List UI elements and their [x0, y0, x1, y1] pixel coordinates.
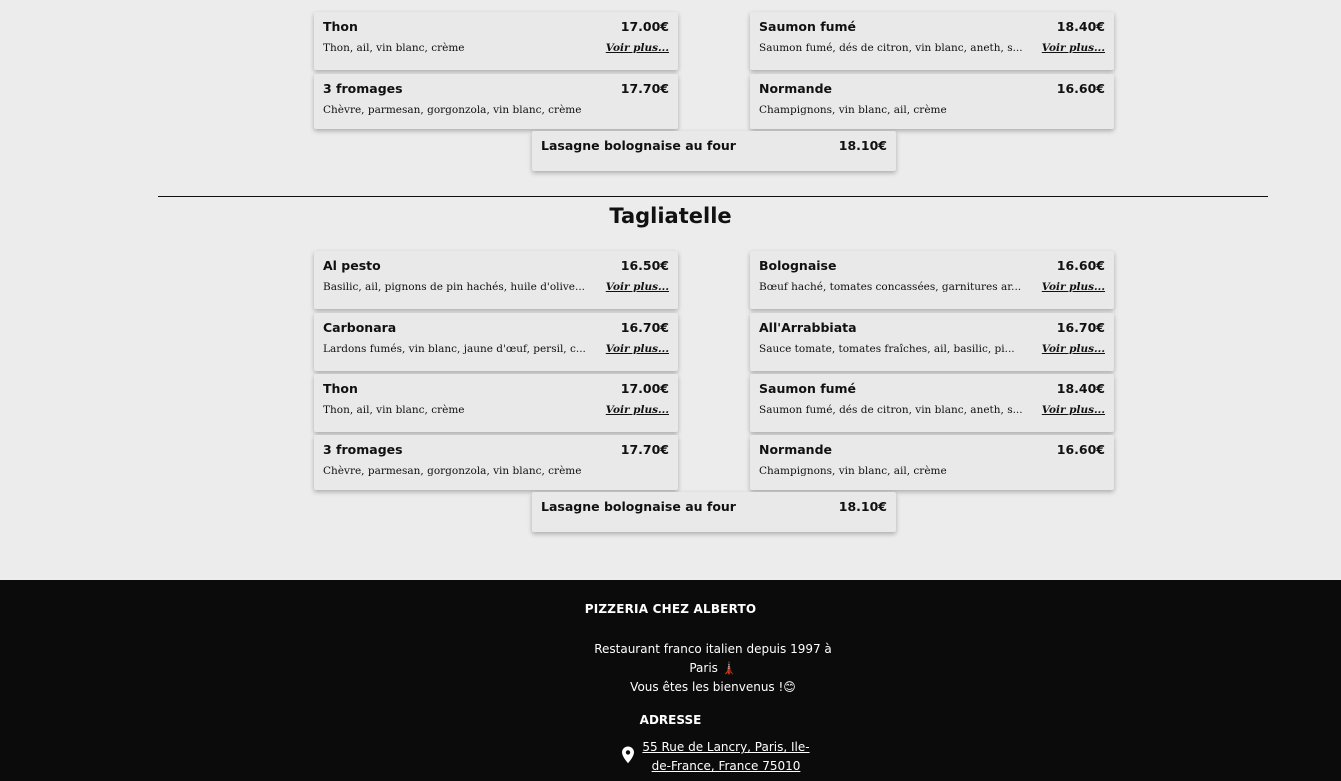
- section-divider: [158, 196, 1268, 197]
- see-more-link[interactable]: Voir plus...: [1041, 281, 1105, 293]
- see-more-link[interactable]: Voir plus...: [1041, 343, 1105, 355]
- menu-item-description: Sauce tomate, tomates fraîches, ail, basilic, pi...: [759, 343, 1015, 355]
- menu-item-card: [532, 492, 896, 532]
- footer-description-line: Paris 🗼: [689, 661, 737, 675]
- see-more-link[interactable]: Voir plus...: [605, 404, 669, 416]
- menu-item-card: [314, 74, 678, 129]
- menu-item-card: [750, 435, 1114, 490]
- menu-item-card: [750, 74, 1114, 129]
- menu-item-description: Lardons fumés, vin blanc, jaune d'œuf, persil, c...: [323, 343, 586, 355]
- menu-item-price: 18.10€: [838, 138, 887, 153]
- menu-item-price: 16.60€: [1056, 258, 1105, 273]
- menu-item-name: 3 fromages: [323, 81, 403, 96]
- menu-item-price: 17.00€: [620, 381, 669, 396]
- see-more-link[interactable]: Voir plus...: [1041, 404, 1105, 416]
- menu-item-name: 3 fromages: [323, 442, 403, 457]
- section-title: Tagliatelle: [609, 204, 732, 228]
- menu-item-name: Lasagne bolognaise au four: [541, 499, 736, 514]
- see-more-link[interactable]: Voir plus...: [605, 343, 669, 355]
- menu-item-price: 18.40€: [1056, 381, 1105, 396]
- menu-item-description: Chèvre, parmesan, gorgonzola, vin blanc, crème: [323, 465, 582, 477]
- menu-item-card: [750, 374, 1114, 432]
- menu-item-name: Thon: [323, 381, 358, 396]
- menu-item-description: Thon, ail, vin blanc, crème: [323, 404, 465, 416]
- menu-item-price: 17.70€: [620, 81, 669, 96]
- map-pin-icon: [621, 746, 635, 764]
- see-more-link[interactable]: Voir plus...: [1041, 42, 1105, 54]
- menu-item-card: [750, 251, 1114, 309]
- menu-item-price: 18.10€: [838, 499, 887, 514]
- menu-item-name: Saumon fumé: [759, 19, 857, 34]
- menu-item-price: 16.70€: [1056, 320, 1105, 335]
- menu-item-card: [750, 12, 1114, 70]
- see-more-link[interactable]: Voir plus...: [605, 42, 669, 54]
- menu-item-price: 17.70€: [620, 442, 669, 457]
- menu-item-card: [532, 131, 896, 171]
- address-link[interactable]: [640, 738, 812, 776]
- menu-item-description: Bœuf haché, tomates concassées, garnitures ar...: [759, 281, 1022, 293]
- menu-item-description: Basilic, ail, pignons de pin hachés, huile d'olive...: [323, 281, 586, 293]
- menu-item-price: 18.40€: [1056, 19, 1105, 34]
- menu-item-name: Carbonara: [323, 320, 397, 335]
- menu-item-name: Saumon fumé: [759, 381, 857, 396]
- menu-item-price: 16.60€: [1056, 442, 1105, 457]
- address-line[interactable]: de-France, France 75010: [651, 759, 801, 773]
- menu-item-name: Al pesto: [323, 258, 381, 273]
- address-title: ADRESSE: [639, 713, 702, 727]
- menu-item-description: Chèvre, parmesan, gorgonzola, vin blanc, crème: [323, 104, 582, 116]
- menu-item-name: Thon: [323, 19, 358, 34]
- see-more-link[interactable]: Voir plus...: [605, 281, 669, 293]
- menu-item-card: [314, 374, 678, 432]
- menu-item-price: 16.70€: [620, 320, 669, 335]
- menu-item-name: Bolognaise: [759, 258, 837, 273]
- menu-item-price: 17.00€: [620, 19, 669, 34]
- menu-item-description: Saumon fumé, dés de citron, vin blanc, aneth, s...: [759, 404, 1023, 416]
- footer-title: PIZZERIA CHEZ ALBERTO: [584, 602, 757, 616]
- site-footer: [0, 580, 1341, 781]
- menu-item-name: Normande: [759, 81, 832, 96]
- menu-item-name: Lasagne bolognaise au four: [541, 138, 736, 153]
- menu-item-price: 16.60€: [1056, 81, 1105, 96]
- menu-item-card: [314, 435, 678, 490]
- menu-item-description: Champignons, vin blanc, ail, crème: [759, 465, 947, 477]
- menu-item-card: [314, 12, 678, 70]
- menu-item-name: Normande: [759, 442, 832, 457]
- menu-item-description: Saumon fumé, dés de citron, vin blanc, aneth, s...: [759, 42, 1023, 54]
- footer-description-line: Vous êtes les bienvenus !😊: [630, 680, 796, 694]
- footer-description: [590, 640, 836, 697]
- menu-item-description: Champignons, vin blanc, ail, crème: [759, 104, 947, 116]
- menu-item-description: Thon, ail, vin blanc, crème: [323, 42, 465, 54]
- footer-description-line: Restaurant franco italien depuis 1997 à: [594, 642, 832, 656]
- menu-item-price: 16.50€: [620, 258, 669, 273]
- menu-item-card: [750, 313, 1114, 371]
- menu-item-name: All'Arrabbiata: [759, 320, 857, 335]
- address-line[interactable]: 55 Rue de Lancry, Paris, Ile-: [642, 740, 810, 754]
- menu-item-card: [314, 251, 678, 309]
- menu-item-card: [314, 313, 678, 371]
